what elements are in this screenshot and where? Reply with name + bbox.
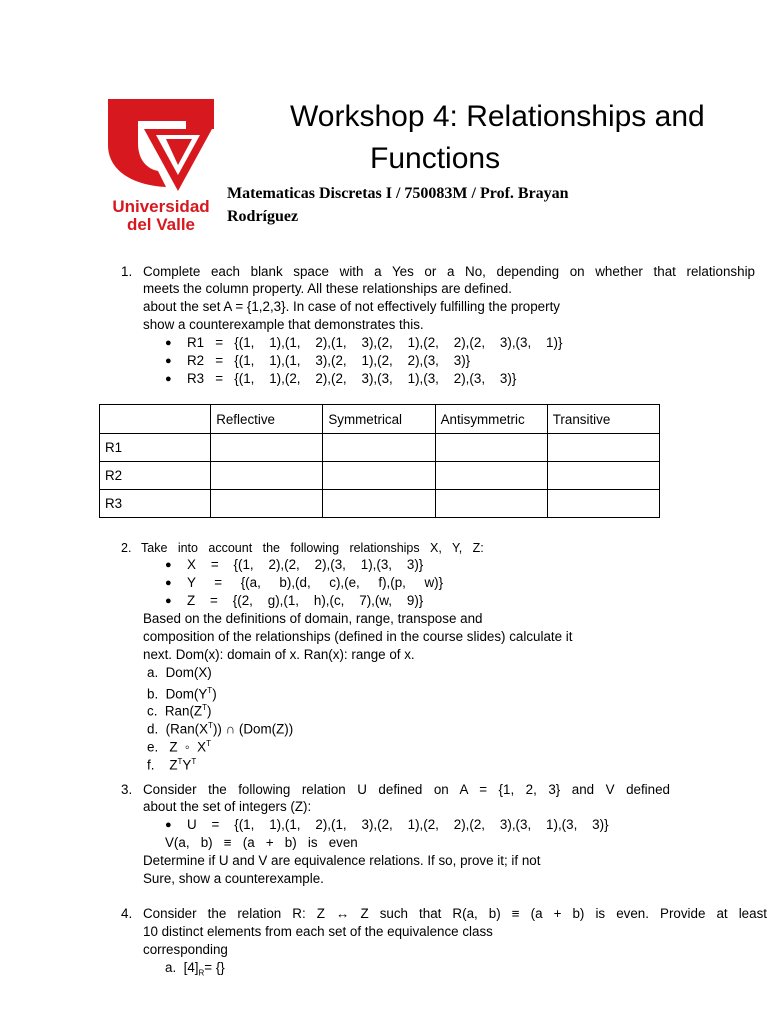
q3-line-2: about the set of integers (Z): xyxy=(143,799,312,814)
q1-bullet-text: R2 = {(1, 1),(1, 3),(2, 1),(2, 2),(3, 3)} xyxy=(187,353,471,368)
table-cell xyxy=(323,434,435,462)
table-cell xyxy=(547,462,659,490)
table-row xyxy=(100,462,660,490)
item-text: [4] xyxy=(183,960,199,975)
item-text: Dom(Y xyxy=(165,686,208,702)
q1-line-2: meets the column property. All these relationships are defined. xyxy=(143,281,512,296)
table-header-cell: Transitive xyxy=(547,405,659,434)
q3-bullet-u xyxy=(165,816,609,834)
q4-line-3: corresponding xyxy=(143,942,228,957)
item-sup: T xyxy=(207,686,213,695)
table-cell xyxy=(211,434,323,462)
subtitle-line-2: Rodríguez xyxy=(227,208,299,225)
q1-line-1: Complete each blank space with a Yes or a No, depending on whether that relationship xyxy=(143,264,755,279)
item-text: (Ran(X xyxy=(165,721,209,737)
item-sup: T xyxy=(202,703,207,712)
item-mid: Y xyxy=(182,757,192,773)
bullet-dot-icon: ● xyxy=(165,595,172,607)
q2-bullet-text: X = {(1, 2),(2, 2),(3, 1),(3, 3)} xyxy=(187,557,424,572)
page-title-continued: Functions xyxy=(370,142,501,175)
logo-mark-icon xyxy=(108,99,214,191)
university-logo xyxy=(108,99,214,236)
item-text: Dom(X) xyxy=(165,665,212,680)
bullet-dot-icon: ● xyxy=(165,355,172,367)
item-after: )) ∩ (Dom(Z)) xyxy=(212,721,294,737)
q4-number: 4. xyxy=(121,906,133,921)
item-sup: T xyxy=(208,721,213,730)
table-cell xyxy=(435,462,547,490)
bullet-dot-icon: ● xyxy=(165,337,172,349)
item-letter: e. xyxy=(147,739,159,755)
table-cell xyxy=(323,462,435,490)
q1-bullet-r3 xyxy=(165,370,517,388)
item-letter: a. xyxy=(147,665,159,680)
item-after: ) xyxy=(206,703,212,719)
q4-line-1: Consider the relation R: Z ↔ Z such that R(a, b) ≡ (a + b) is even. Provide at least xyxy=(143,906,767,921)
q2-bullet-y xyxy=(165,574,444,592)
table-header-cell: Symmetrical xyxy=(323,405,435,434)
subtitle-line-1: Matematicas Discretas I / 750083M / Prof. Brayan xyxy=(227,185,569,202)
q2-intro: Take into account the following relationships X, Y, Z: xyxy=(141,541,484,555)
q4-line-2: 10 distinct elements from each set of the equivalence class xyxy=(143,924,493,939)
item-sup: T xyxy=(206,739,211,748)
q3-number: 3. xyxy=(121,782,133,797)
q1-line-4: show a counterexample that demonstrates this. xyxy=(143,317,424,332)
item-sub: R xyxy=(198,968,205,978)
item-sup: T xyxy=(191,757,197,766)
q1-bullet-text: R3 = {(1, 1),(2, 2),(2, 3),(3, 1),(3, 2),(3, 3)} xyxy=(187,371,517,386)
q1-bullet-r2 xyxy=(165,352,471,370)
q3-line-3: Determine if U and V are equivalence relations. If so, prove it; if not xyxy=(143,853,541,868)
table-row xyxy=(100,434,660,462)
table-header-row xyxy=(100,405,660,434)
q1-line-3: about the set A = {1,2,3}. In case of not effectively fulfilling the property xyxy=(143,299,560,314)
table-header-cell: Antisymmetric xyxy=(435,405,547,434)
q3-line-1: Consider the following relation U defined on A = {1, 2, 3} and V defined xyxy=(143,782,670,797)
item-text: Z ◦ X xyxy=(169,739,207,755)
bullet-dot-icon: ● xyxy=(165,559,172,571)
item-letter: d. xyxy=(147,721,159,737)
q2-bullet-z xyxy=(165,592,424,610)
table-cell xyxy=(211,490,323,518)
q3-bullet-text: U = {(1, 1),(1, 2),(1, 3),(2, 1),(2, 2),(2, 3),(3, 1),(3, 3)} xyxy=(187,817,609,832)
item-letter: c. xyxy=(147,703,158,719)
q2-bullet-x xyxy=(165,556,424,574)
logo-line-2: del Valle xyxy=(126,215,196,234)
item-sup: T xyxy=(177,757,183,766)
item-after: = {} xyxy=(204,960,225,975)
table-cell xyxy=(435,490,547,518)
bullet-dot-icon: ● xyxy=(165,373,172,385)
q1-bullet-r1 xyxy=(165,334,563,352)
table-row-label: R2 xyxy=(100,462,211,490)
table-cell xyxy=(211,462,323,490)
q2-para-3: next. Dom(x): domain of x. Ran(x): range of x. xyxy=(143,647,415,662)
item-letter: b. xyxy=(147,686,159,702)
q3-v-definition: V(a, b) ≡ (a + b) is even xyxy=(165,835,358,850)
table-cell xyxy=(547,434,659,462)
item-letter: a. xyxy=(165,960,177,975)
bullet-dot-icon: ● xyxy=(165,577,172,589)
table-header-cell: Reflective xyxy=(211,405,323,434)
q2-para-1: Based on the definitions of domain, range, transpose and xyxy=(143,611,483,626)
table-row-label: R1 xyxy=(100,434,211,462)
course-subtitle xyxy=(227,182,627,228)
q2-item-f xyxy=(147,753,196,774)
table-cell xyxy=(547,490,659,518)
properties-table xyxy=(99,404,660,518)
q3-line-4: Sure, show a counterexample. xyxy=(143,871,324,886)
page-title: Workshop 4: Relationships and xyxy=(290,100,705,133)
q2-number: 2. xyxy=(121,541,132,555)
table-cell xyxy=(435,434,547,462)
item-after: ) xyxy=(212,686,217,702)
item-letter: f. xyxy=(147,757,155,773)
bullet-dot-icon: ● xyxy=(165,819,172,831)
table-row xyxy=(100,490,660,518)
table-cell xyxy=(323,490,435,518)
table-row-label: R3 xyxy=(100,490,211,518)
q2-bullet-text: Z = {(2, g),(1, h),(c, 7),(w, 9)} xyxy=(187,593,424,608)
logo-line-1: Universidad xyxy=(112,197,210,216)
item-text: Z xyxy=(169,757,178,773)
item-text: Ran(Z xyxy=(164,703,203,719)
table-header-cell xyxy=(100,405,211,434)
q2-para-2: composition of the relationships (defined in the course slides) calculate it xyxy=(143,629,573,644)
q2-bullet-text: Y = {(a, b),(d, c),(e, f),(p, w)} xyxy=(187,575,444,590)
q2-item-a xyxy=(147,664,212,682)
q1-number: 1. xyxy=(121,264,133,279)
q4-item-a xyxy=(165,959,225,983)
q1-bullet-text: R1 = {(1, 1),(1, 2),(1, 3),(2, 1),(2, 2),(2, 3),(3, 1)} xyxy=(187,335,563,350)
